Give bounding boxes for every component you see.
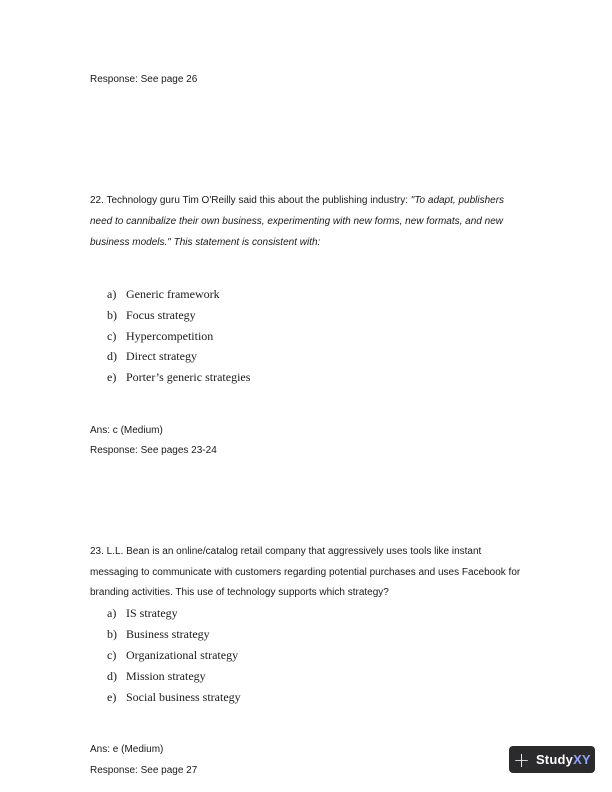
q22-option-c: c) Hypercompetition: [107, 329, 214, 343]
q23-option-d: d) Mission strategy: [107, 669, 206, 683]
question-22-line-1: [90, 195, 504, 206]
q23-option-c: c) Organizational strategy: [107, 648, 239, 662]
q23-option-b: b) Business strategy: [107, 627, 210, 641]
question-23-line-3: branding activities. This use of technology supports which strategy?: [90, 587, 389, 598]
q22-option-e: e) Porter’s generic strategies: [107, 370, 251, 384]
question-22-quote-start: "To adapt, publishers: [410, 195, 505, 206]
q22-option-b: b) Focus strategy: [107, 308, 196, 322]
question-22-quote-middle: need to cannibalize their own business, experimenting with new forms, new formats, and new: [90, 216, 503, 227]
q23-option-e: e) Social business strategy: [107, 690, 241, 704]
question-23-line-1: 23. L.L. Bean is an online/catalog retail company that aggressively uses tools like instant: [90, 546, 482, 557]
question-22-quote-end: business models." This statement is consistent with:: [90, 237, 321, 248]
q22-option-d: d) Direct strategy: [107, 349, 197, 363]
response-page-26: Response: See page 26: [90, 74, 198, 85]
q23-response: Response: See page 27: [90, 765, 198, 776]
question-22-text: 22. Technology guru Tim O'Reilly said this about the publishing industry:: [90, 195, 411, 206]
q22-option-a: a) Generic framework: [107, 287, 220, 301]
plus-icon: +: [513, 747, 530, 772]
studyxy-badge[interactable]: [509, 746, 595, 773]
q22-answer: Ans: c (Medium): [90, 425, 163, 436]
q22-response: Response: See pages 23-24: [90, 445, 217, 456]
studyxy-logo-text: StudyXY: [535, 752, 591, 767]
q23-answer: Ans: e (Medium): [90, 744, 164, 755]
q23-option-a: a) IS strategy: [107, 606, 178, 620]
question-22-line-3: [90, 237, 320, 248]
question-23-line-2: messaging to communicate with customers regarding potential purchases and uses Facebook for: [90, 567, 521, 578]
question-22-line-2: [90, 216, 503, 227]
